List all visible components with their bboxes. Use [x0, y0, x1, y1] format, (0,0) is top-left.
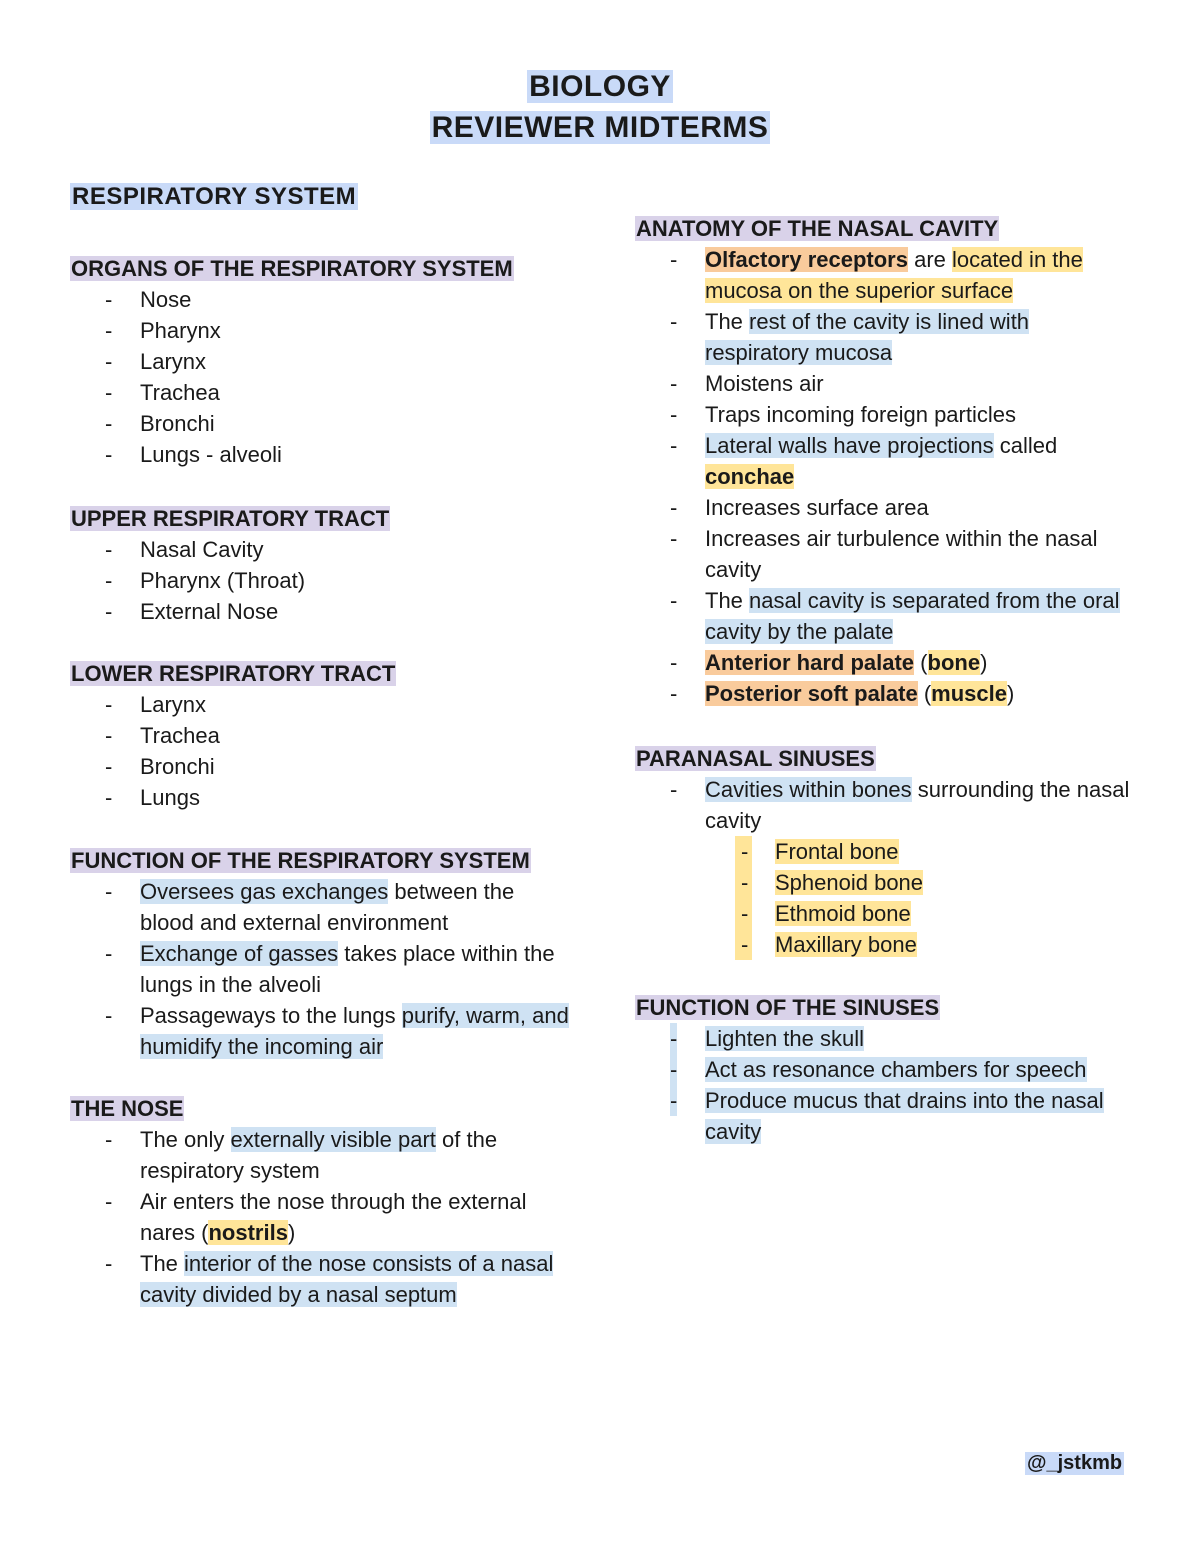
section-heading: ORGANS OF THE RESPIRATORY SYSTEM [71, 256, 513, 281]
list-item: - Traps incoming foreign particles [670, 402, 1016, 427]
list-item: - Bronchi [105, 411, 215, 436]
list-item: - Larynx [105, 692, 207, 717]
section-the-nose [70, 1093, 570, 1310]
list-item: - Act as resonance chambers for speech [635, 1054, 1135, 1085]
section-paranasal-sinuses [635, 743, 1135, 960]
list-item: - Passageways to the lungs purify, warm, and humidify the incoming air [105, 1003, 569, 1059]
sub-list-item: - Ethmoid bone [635, 898, 1135, 929]
list-item: - Nasal Cavity [105, 537, 264, 562]
list-item: - Lateral walls have projections called conchae [670, 433, 1058, 489]
list-item: - Air enters the nose through the external nares (nostrils) [105, 1189, 527, 1245]
list-item: - Produce mucus that drains into the nasal cavity [635, 1085, 1135, 1147]
list-item: - Oversees gas exchanges between the blood and external environment [105, 879, 515, 935]
sub-list-item: - Maxillary bone [635, 929, 1135, 960]
section-function [70, 845, 570, 1062]
sub-list-item: - Frontal bone [635, 836, 1135, 867]
list-item: - Bronchi [105, 754, 215, 779]
list-item: - Anterior hard palate (bone) [670, 650, 988, 675]
list-item: - Moistens air [670, 371, 824, 396]
list-item: - Increases air turbulence within the nasal cavity [670, 526, 1098, 582]
section-heading: LOWER RESPIRATORY TRACT [71, 661, 396, 686]
sub-list-item: - Sphenoid bone [635, 867, 1135, 898]
list-item: - Pharynx (Throat) [105, 568, 306, 593]
list-item: - Increases surface area [670, 495, 929, 520]
section-upper-tract [70, 503, 570, 627]
list-item: - Pharynx [105, 318, 221, 343]
list-item: - Lungs - alveoli [105, 442, 282, 467]
title-line-2: REVIEWER MIDTERMS [431, 111, 769, 144]
section-heading: FUNCTION OF THE RESPIRATORY SYSTEM [71, 848, 530, 873]
section-heading: THE NOSE [71, 1096, 184, 1121]
title-line-1: BIOLOGY [529, 70, 671, 103]
list-item: - Lungs [105, 785, 200, 810]
list-item: - Olfactory receptors are located in the mucosa on the superior surface [670, 247, 1083, 303]
section-sinus-function [635, 992, 1135, 1147]
list-item: - Nose [105, 287, 192, 312]
list-item: - Larynx [105, 349, 207, 374]
list-item: - The nasal cavity is separated from the oral cavity by the palate [670, 588, 1120, 644]
list-item: - Posterior soft palate (muscle) [670, 681, 1015, 706]
list-item: - The only externally visible part of the respiratory system [105, 1127, 498, 1183]
section-nasal-cavity-anatomy [635, 213, 1135, 709]
list-item: - Trachea [105, 723, 220, 748]
section-heading: ANATOMY OF THE NASAL CAVITY [636, 216, 999, 241]
list-item: - Cavities within bones surrounding the nasal cavity [670, 777, 1130, 833]
list-item: - External Nose [105, 599, 279, 624]
list-item: - Trachea [105, 380, 220, 405]
section-heading: UPPER RESPIRATORY TRACT [71, 506, 390, 531]
list-item: - The rest of the cavity is lined with respiratory mucosa [670, 309, 1030, 365]
author-handle: @_jstkmb [1027, 1452, 1123, 1474]
section-organs [70, 253, 570, 470]
list-item: - Lighten the skull [635, 1023, 1135, 1054]
main-heading: RESPIRATORY SYSTEM [72, 183, 357, 210]
section-heading: PARANASAL SINUSES [636, 746, 875, 771]
section-heading: FUNCTION OF THE SINUSES [636, 995, 940, 1020]
list-item: - The interior of the nose consists of a nasal cavity divided by a nasal septum [105, 1251, 554, 1307]
section-lower-tract [70, 658, 570, 813]
list-item: - Exchange of gasses takes place within the lungs in the alveoli [105, 941, 555, 997]
